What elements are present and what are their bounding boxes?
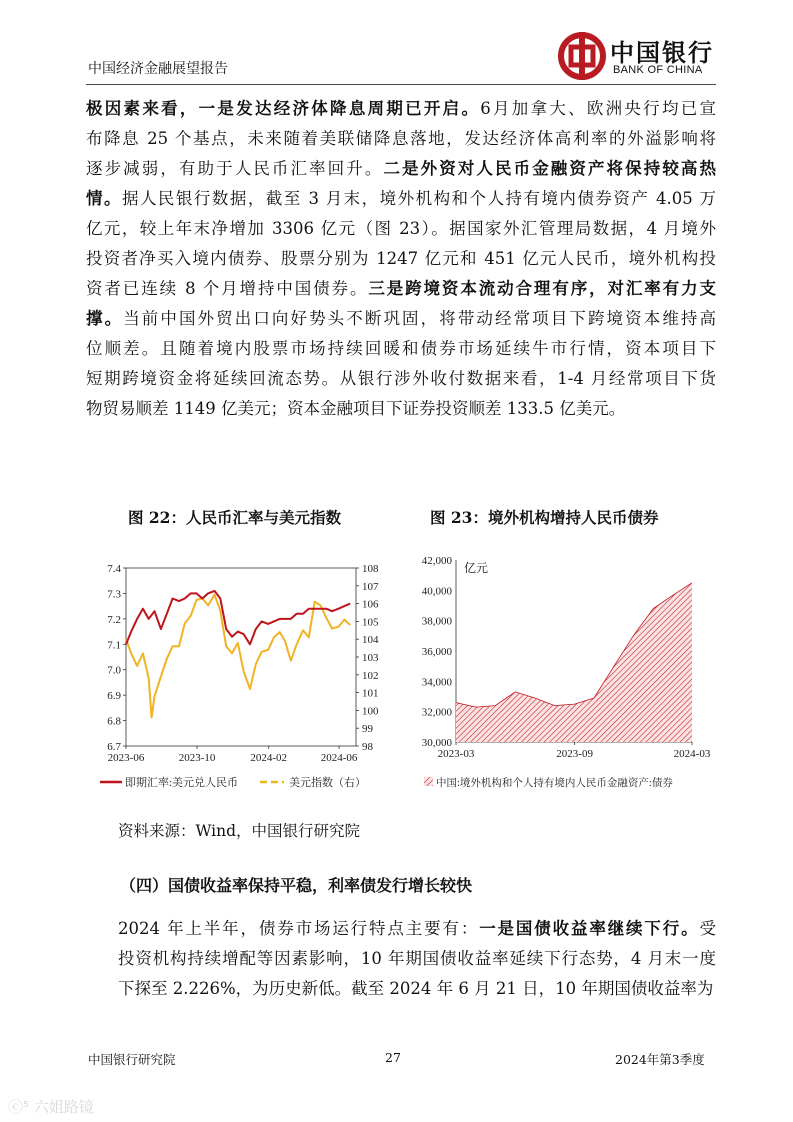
y-right-tick-label: 99 (362, 723, 373, 736)
logo-chinese-name: 中国银行 (610, 38, 714, 67)
x-tick-label: 2024-02 (250, 752, 287, 764)
usdcny-line (126, 591, 350, 644)
body-text: 据人民银行数据，截至 3 月末，境外机构和个人持有境内债券资产 4.05 万 (121, 189, 717, 208)
unit-label: 亿元 (464, 561, 489, 575)
text-line (86, 184, 716, 214)
y-left-tick-label: 7.3 (107, 588, 121, 601)
footer-institute: 中国银行研究院 (88, 1052, 176, 1067)
figure-22-title: 图 22：人民币汇率与美元指数 (128, 508, 341, 527)
body-text: 逐步减弱，有助于人民币汇率回升。 (86, 159, 384, 178)
y-tick-label: 36,000 (421, 646, 452, 658)
text-line (86, 274, 716, 304)
y-right-tick-label: 108 (362, 563, 379, 575)
x-tick-label: 2023-06 (107, 752, 145, 764)
y-left-tick-label: 6.9 (107, 690, 121, 703)
emphasis-text: 一是国债收益率继续下行。 (479, 919, 700, 938)
y-tick-label: 32,000 (421, 706, 452, 719)
watermark-text: 六姐路镜 (33, 1098, 94, 1116)
body-text: 短期跨境资金将延续回流态势。从银行涉外收付数据来看，1-4 月经常项目下货 (86, 369, 716, 388)
text-line (86, 944, 716, 974)
y-tick-label: 40,000 (421, 585, 452, 598)
emphasis-text: 撑。 (86, 309, 124, 328)
body-paragraph-1 (86, 94, 716, 424)
section-heading: （四）国债收益率保持平稳，利率债发行增长较快 (120, 876, 473, 895)
page-number: 27 (385, 1050, 401, 1065)
y-left-tick-label: 7.0 (107, 664, 121, 677)
y-tick-label: 30,000 (421, 737, 452, 749)
y-left-tick-label: 7.1 (107, 639, 121, 652)
emphasis-text: 极因素来看，一是发达经济体降息周期已开启。 (86, 99, 481, 118)
body-text: 投资者净买入境内债券、股票分别为 1247 亿元和 451 亿元人民币，境外机构投 (86, 249, 716, 268)
text-line (86, 914, 716, 944)
body-text: 投资机构持续增配等因素影响，10 年期国债收益率延续下行态势，4 月末一度 (118, 949, 716, 968)
text-line (86, 94, 716, 124)
bank-logo-icon (556, 30, 608, 82)
text-line (86, 244, 716, 274)
watermark (8, 1096, 94, 1117)
y-tick-label: 38,000 (421, 615, 452, 628)
data-source-note: 资料来源：Wind，中国银行研究院 (118, 822, 361, 840)
y-left-tick-label: 7.4 (107, 563, 121, 575)
y-right-tick-label: 98 (362, 741, 373, 753)
header-rule (86, 84, 716, 85)
logo-english-name: BANK OF CHINA (613, 64, 703, 76)
y-right-tick-label: 105 (362, 616, 379, 629)
watermark-logo-icon: ⓒ⁵ (8, 1098, 30, 1116)
body-text: 物贸易顺差 1149 亿美元；资本金融项目下证券投资顺差 133.5 亿美元。 (86, 399, 626, 418)
dxy-line (126, 595, 350, 718)
text-line (86, 364, 716, 394)
body-paragraph-2 (86, 914, 716, 1004)
x-tick-label: 2023-10 (178, 752, 216, 764)
text-line (86, 214, 716, 244)
text-line (86, 304, 716, 334)
body-text: 2024 年上半年，债券市场运行特点主要有： (118, 919, 480, 938)
emphasis-text: 二是外资对人民币金融资产将保持较高热 (383, 159, 717, 178)
body-text: 6月加拿大、欧洲央行均已宣 (480, 99, 717, 118)
body-text: 亿元，较上年末净增加 3306 亿元（图 23）。据国家外汇管理局数据，4 月境外 (86, 219, 716, 238)
chart-foreign-bond-holdings (404, 548, 716, 800)
legend-bond-swatch (424, 777, 433, 786)
y-right-tick-label: 107 (362, 580, 379, 593)
emphasis-text: 情。 (86, 189, 122, 208)
text-line (86, 974, 716, 1004)
body-text: 资者已连续 8 个月增持中国债券。 (86, 279, 369, 298)
body-text: 布降息 25 个基点，未来随着美联储降息落地，发达经济体高利率的外溢影响将 (86, 129, 716, 148)
y-right-tick-label: 100 (362, 705, 379, 718)
body-text: 受 (699, 919, 716, 938)
text-line (86, 124, 716, 154)
y-left-tick-label: 7.2 (107, 613, 121, 626)
x-tick-label: 2023-03 (437, 748, 475, 760)
emphasis-text: 三是跨境资本流动合理有序，对汇率有力支 (368, 279, 716, 298)
y-right-tick-label: 103 (362, 652, 379, 664)
body-text: 当前中国外贸出口向好势头不断巩固，将带动经常项目下跨境资本维持高 (123, 309, 717, 328)
report-title: 中国经济金融展望报告 (88, 61, 228, 77)
y-right-tick-label: 102 (362, 669, 379, 682)
y-right-tick-label: 101 (362, 687, 379, 700)
x-tick-label: 2023-09 (556, 748, 593, 760)
chart-usdcny-dxy (86, 548, 398, 800)
text-line (86, 154, 716, 184)
x-tick-label: 2024-03 (673, 748, 711, 760)
y-tick-label: 34,000 (421, 676, 452, 689)
body-text: 下探至 2.226%，为历史新低。截至 2024 年 6 月 21 日，10 年期国债收益率为 (118, 979, 714, 998)
footer-quarter: 2024年第3季度 (615, 1052, 705, 1067)
x-tick-label: 2024-06 (320, 752, 358, 764)
legend-bond-label: 中国:境外机构和个人持有境内人民币金融资产:债券 (436, 778, 673, 789)
y-right-tick-label: 106 (362, 598, 379, 611)
y-tick-label: 42,000 (421, 555, 452, 567)
y-left-tick-label: 6.7 (107, 741, 121, 753)
y-right-tick-label: 104 (362, 634, 379, 647)
y-left-tick-label: 6.8 (107, 715, 121, 728)
figure-23-title: 图 23：境外机构增持人民币债券 (430, 508, 659, 527)
legend-dxy-label: 美元指数（右） (289, 777, 366, 789)
legend-usdcny-label: 即期汇率:美元兑人民币 (125, 777, 239, 789)
text-line (86, 334, 716, 364)
text-line (86, 394, 716, 424)
body-text: 位顺差。且随着境内股票市场持续回暖和债券市场延续牛市行情，资本项目下 (86, 339, 716, 358)
